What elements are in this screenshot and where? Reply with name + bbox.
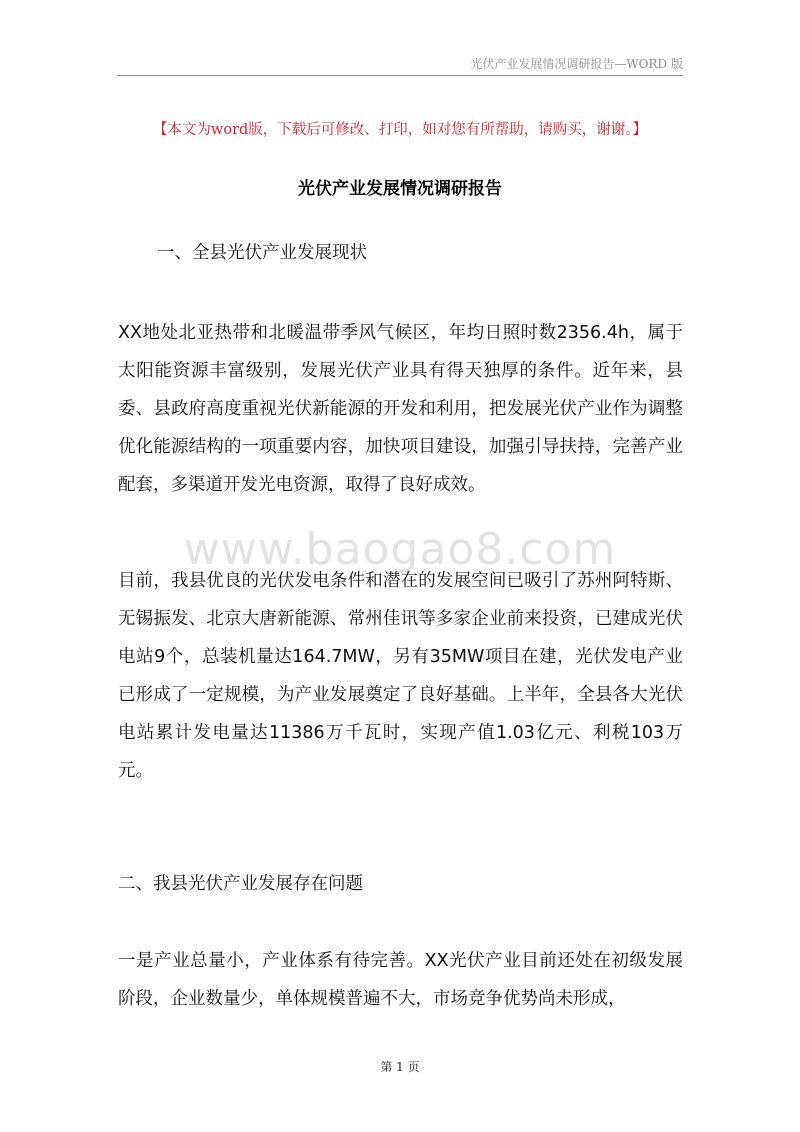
site-watermark: www.baogao8.com: [183, 524, 617, 575]
paragraph-1: XX地处北亚热带和北暖温带季风气候区，年均日照时数2356.4h，属于太阳能资源丰富级别，发展光伏产业具有得天独厚的条件。近年来，县委、县政府高度重视光伏新能源的开发和利用，把发展光伏产业作为调整优化能源结构的一项重要内容，加快项目建设，加强引导扶持，完善产业配套，多渠道开发光电资源，取得了良好成效。: [118, 323, 683, 495]
document-title: 光伏产业发展情况调研报告: [298, 179, 502, 199]
page-number: 第 1 页: [380, 1060, 420, 1074]
header-divider: [117, 75, 683, 76]
section-heading-1: 一、全县光伏产业发展现状: [157, 243, 367, 263]
paragraph-3: 一是产业总量小，产业体系有待完善。XX光伏产业目前还处在初级发展阶段，企业数量少，单体规模普遍不大，市场竞争优势尚未形成，: [118, 951, 683, 1009]
paragraph-2: 目前，我县优良的光伏发电条件和潜在的发展空间已吸引了苏州阿特斯、无锡振发、北京大唐新能源、常州佳讯等多家企业前来投资，已建成光伏电站9个，总装机量达164.7MW，另有35MW项目在建，光伏发电产业已形成了一定规模，为产业发展奠定了良好基础。上半年，全县各大光伏电站累计发电量达11386万千瓦时，实现产值1.03亿元、利税103万元。: [118, 571, 683, 781]
running-header: 光伏产业发展情况调研报告—WORD 版: [470, 57, 683, 71]
purchase-notice: 【本文为word版，下载后可修改、打印，如对您有所帮助，请购买，谢谢。】: [152, 122, 648, 138]
section-heading-2: 二、我县光伏产业发展存在问题: [118, 874, 363, 894]
